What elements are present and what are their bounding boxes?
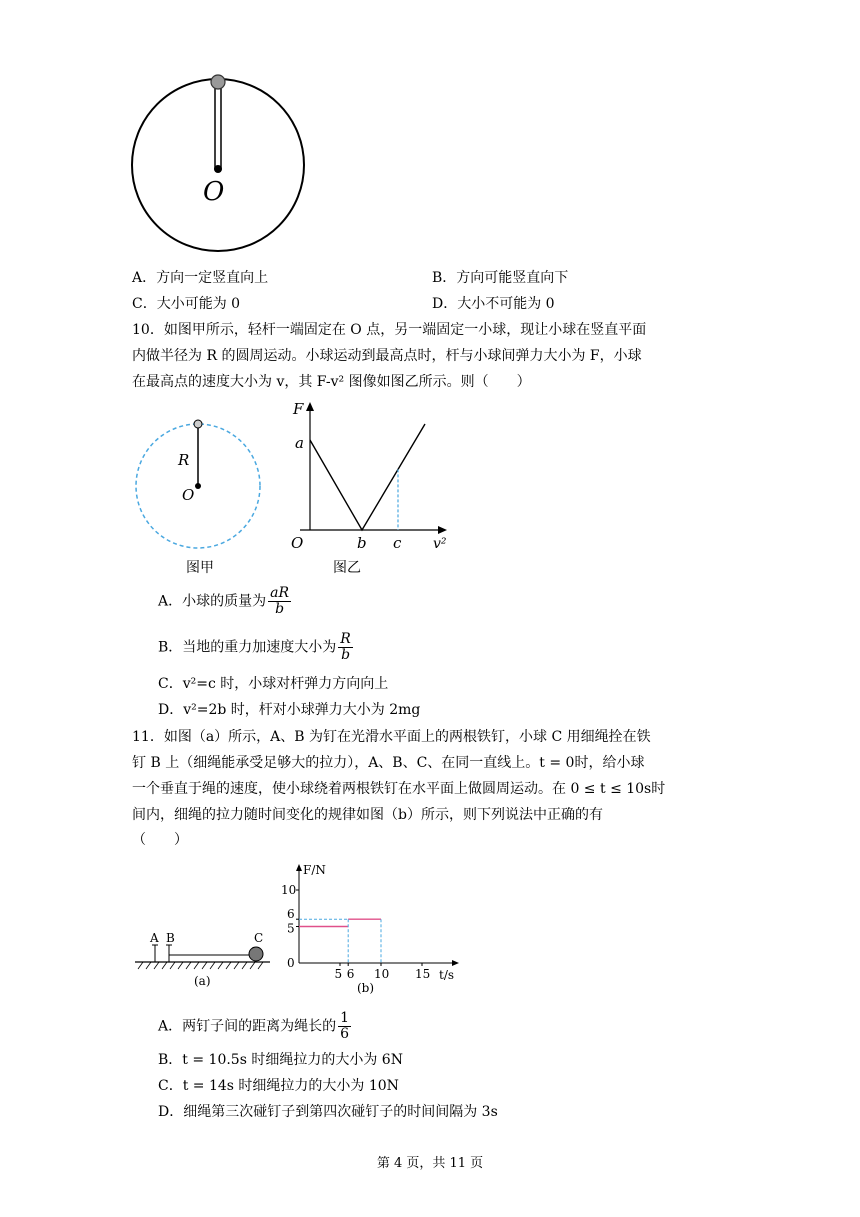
q11-ground-hatch xyxy=(138,962,263,969)
q10-option-c[interactable]: C．v²=c 时，小球对杆弹力方向向上 xyxy=(158,676,389,692)
q9-figure xyxy=(125,70,310,260)
q11-option-b[interactable]: B．t = 10.5s 时细绳拉力的大小为 6N xyxy=(158,1052,403,1068)
q9-center-label: O xyxy=(203,177,225,207)
q11-option-a[interactable] xyxy=(158,1011,353,1042)
q10-option-d[interactable]: D．v²=2b 时，杆对小球弹力大小为 2mg xyxy=(158,702,421,718)
q11-y-tick-label: 0 xyxy=(287,956,295,970)
q10-radius-label: R xyxy=(178,451,190,469)
q10-x-axis-arrow xyxy=(438,526,447,534)
q11-x-tick-label: 5 xyxy=(334,967,343,981)
q10-option-b-text: B．当地的重力加速度大小为 xyxy=(158,639,337,656)
q10-origin-label: O xyxy=(291,534,304,552)
q11-x-tick-label: 10 xyxy=(374,967,390,981)
q11-option-c[interactable]: C．t = 14s 时细绳拉力的大小为 10N xyxy=(158,1078,399,1094)
q10-stem-line1: 10．如图甲所示，轻杆一端固定在 O 点，另一端固定一小球，现让小球在竖直平面 xyxy=(132,322,647,338)
q11-x-tick-label: 15 xyxy=(415,967,431,981)
q10-stem-line3: 在最高点的速度大小为 v，其 F-v² 图像如图乙所示。则（ ） xyxy=(132,374,531,390)
q11-stem-line5: （ ） xyxy=(132,832,188,848)
q10-option-a-text: A．小球的质量为 xyxy=(158,593,267,610)
q11-option-d[interactable]: D．细绳第三次碰钉子到第四次碰钉子的时间间隔为 3s xyxy=(158,1104,498,1120)
q11-ball-c xyxy=(249,947,263,961)
q10-x-axis-label: v² xyxy=(433,536,447,552)
q11-x-tick-label: 6 xyxy=(346,967,355,981)
q10-stem-line2: 内做半径为 R 的圆周运动。小球运动到最高点时，杆与小球间弹力大小为 F，小球 xyxy=(132,348,642,364)
q10-pivot xyxy=(195,483,201,489)
page-footer: 第 4 页，共 11 页 xyxy=(376,1156,484,1171)
q10-figure-jia xyxy=(130,412,270,582)
q10-figure-yi xyxy=(285,396,455,582)
q10-f-v2-line xyxy=(310,424,425,530)
q10-c-label: c xyxy=(393,534,402,552)
q10-option-a-fraction: $\frac{aR}{b}$ xyxy=(270,585,290,617)
q11-figure-b xyxy=(275,858,470,998)
q11-option-a-text: A．两钉子间的距离为绳长的 xyxy=(158,1018,337,1035)
q11-nail-a xyxy=(152,945,158,962)
q11-y-axis-arrow xyxy=(296,864,302,871)
q10-yi-caption: 图乙 xyxy=(333,560,361,576)
q9-option-b[interactable]: B．方向可能竖直向下 xyxy=(432,270,569,286)
q11-figure-a xyxy=(130,925,275,995)
q11-nail-b xyxy=(166,945,172,962)
q11-stem-line3: 一个垂直于绳的速度，使小球绕着两根铁钉在水平面上做圆周运动。在 0 ≤ t ≤ 10s时 xyxy=(132,781,666,797)
q10-option-b-fraction: $\frac{R}{b}$ xyxy=(340,631,351,663)
q11-label-c: C xyxy=(254,931,264,945)
q10-option-a[interactable] xyxy=(158,586,293,617)
q11-b-caption: (b) xyxy=(357,981,375,995)
q9-rod xyxy=(215,84,221,169)
q11-x-axis-label: t/s xyxy=(439,968,455,982)
q9-ball xyxy=(211,75,225,89)
q9-option-a[interactable]: A．方向一定竖直向上 xyxy=(132,270,269,286)
q10-y-axis-arrow xyxy=(306,402,314,411)
q11-a-caption: (a) xyxy=(194,974,211,988)
q10-y-axis-label: F xyxy=(293,400,304,418)
q11-stem-line2: 钉 B 上（细绳能承受足够大的拉力），A、B、C、在同一直线上。t = 0时，给小球 xyxy=(132,755,645,771)
q11-x-axis-arrow xyxy=(452,960,459,966)
q11-y-axis-label: F/N xyxy=(303,863,326,877)
q11-label-b: B xyxy=(166,931,175,945)
q9-option-d[interactable]: D．大小不可能为 0 xyxy=(432,296,555,312)
q10-option-b[interactable] xyxy=(158,632,355,663)
q11-stem-line4: 间内，细绳的拉力随时间变化的规律如图（b）所示，则下列说法中正确的有 xyxy=(132,807,603,823)
q11-label-a: A xyxy=(150,931,159,945)
q11-stem-line1: 11．如图（a）所示，A、B 为钉在光滑水平面上的两根铁钉，小球 C 用细绳拴在铁 xyxy=(132,729,651,745)
q10-a-label: a xyxy=(295,434,304,452)
q10-ball xyxy=(194,420,202,428)
q11-y-tick-label: 6 xyxy=(287,907,295,922)
q10-center-label: O xyxy=(182,486,195,504)
q10-b-label: b xyxy=(357,534,367,552)
q11-y-tick-label: 5 xyxy=(287,921,295,936)
q10-jia-caption: 图甲 xyxy=(186,560,214,576)
q9-pivot xyxy=(214,165,222,173)
q11-option-a-fraction: $\frac{1}{6}$ xyxy=(340,1010,350,1042)
q11-y-tick-label: 10 xyxy=(281,883,297,897)
q9-option-c[interactable]: C．大小可能为 0 xyxy=(132,296,241,312)
